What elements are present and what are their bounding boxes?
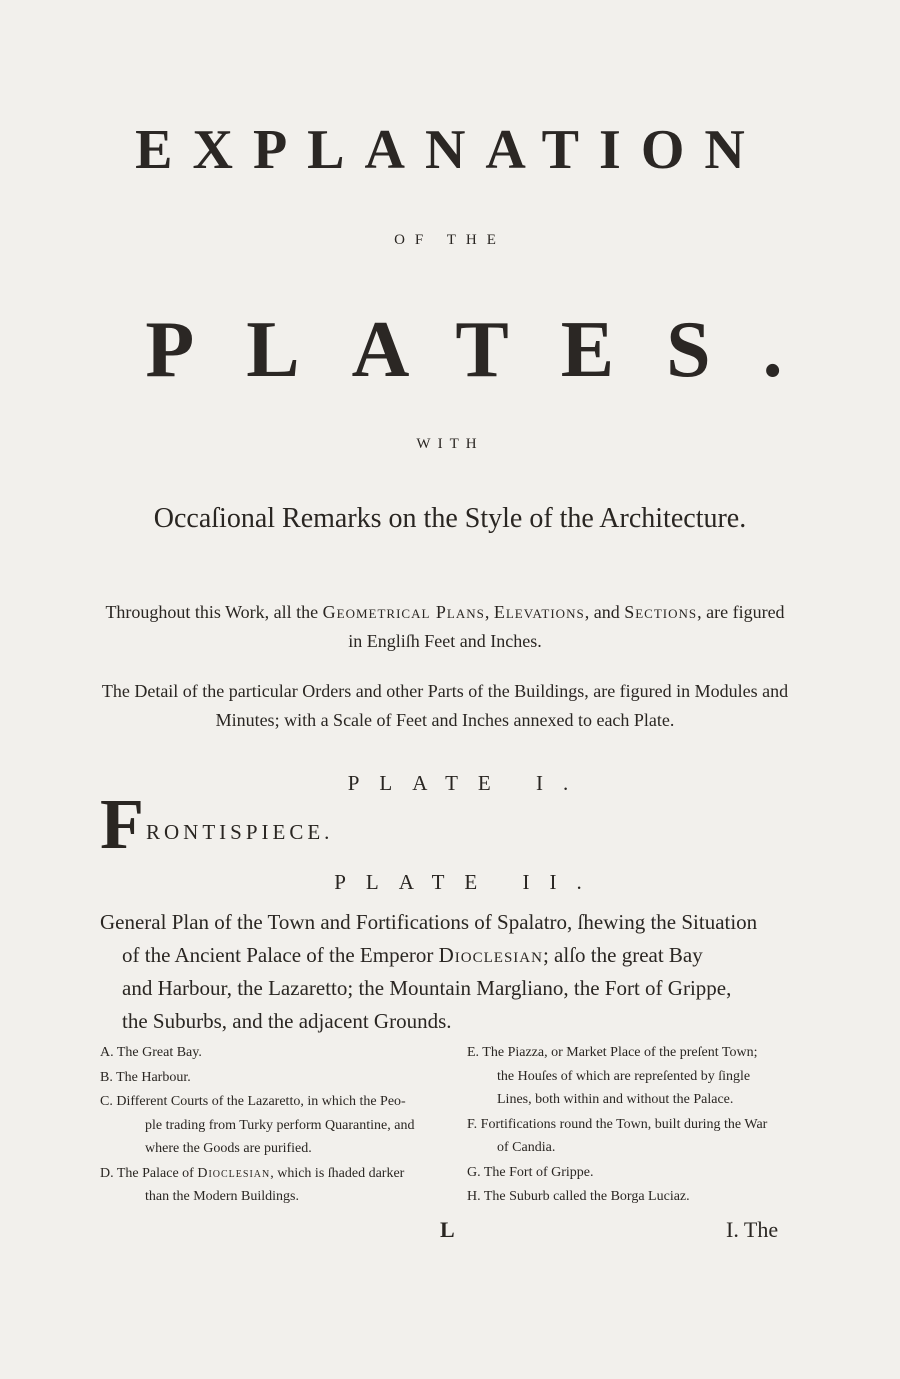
small-caps-run: Elevations [493,602,585,622]
legend-text: H. The Suburb called the Borga Luciaz. [467,1189,690,1204]
legend-text: Lines, both within and without the Palace. [497,1092,734,1107]
text-run: , are figured in Engliſh Feet and Inches. [348,602,785,651]
intro-paragraph-2: The Detail of the particular Orders and other Parts of the Buildings, are figured in Modules and Minutes; with a Scale of Feet and Inches annexed to each Plate. [101,681,789,730]
legend-text: ple trading from Turky perform Quarantine, and [145,1117,415,1133]
legend-item-d [100,1162,445,1209]
legend-text: B. The Harbour. [100,1069,191,1085]
title-explanation: EXPLANATION [135,119,765,181]
legend-item-b [100,1066,445,1090]
legend-text: F. Fortifications round the Town, built during the War [467,1116,768,1132]
desc-line [100,939,792,972]
catchword: I. The [726,1217,779,1242]
legend-text [100,1162,445,1186]
legend-item-h [467,1185,800,1209]
drop-cap: F [100,784,144,864]
legend-text: where the Goods are purified. [145,1141,312,1156]
text-run: , [484,602,494,622]
legend-text: G. The Fort of Grippe. [467,1164,594,1180]
plate-1-heading: PLATE I. [347,771,589,795]
text-run: , and [584,602,625,622]
text-run: , which is ſhaded darker [270,1165,405,1181]
small-caps-run: Dioclesian [438,943,543,967]
legend-text: E. The Piazza, or Market Place of the preſent Town; [467,1045,758,1060]
intro-paragraph-1 [100,598,790,656]
legend-item-g [467,1161,800,1185]
title-of-the: OF THE [394,232,506,248]
frontispiece-title [100,784,334,864]
desc-line: the Suburbs, and the adjacent Grounds. [122,1009,452,1033]
small-caps-run: Dioclesian [197,1165,271,1181]
legend-item-e [467,1041,800,1112]
signature-mark: L [440,1217,455,1242]
legend-item-c [100,1090,445,1161]
legend-text: of Candia. [497,1140,556,1155]
desc-line: General Plan of the Town and Fortifications of Spalatro, ſhewing the Situation [100,910,758,934]
small-caps-run: Sections [624,602,698,622]
text-run: D. The Palace of [100,1165,198,1181]
desc-line: and Harbour, the Lazaretto; the Mountain Margliano, the Fort of Grippe, [122,976,732,1000]
legend-item-f [467,1113,800,1160]
legend-item-a [100,1041,445,1065]
plate-2-description [100,906,792,1038]
plate-2-heading: PLATE II. [334,870,602,894]
text-run: Throughout this Work, all the [105,602,323,622]
legend-right-column [467,1041,800,1210]
title-with: WITH [416,436,484,452]
legend-text: than the Modern Buildings. [145,1189,299,1204]
small-caps-run: Geometrical Plans [322,602,485,622]
legend-text: A. The Great Bay. [100,1045,202,1060]
legend-left-column [100,1041,445,1210]
legend-text: the Houſes of which are repreſented by ſingle [497,1068,751,1084]
subtitle: Occaſional Remarks on the Style of the Architecture. [153,503,747,534]
text-run: of the Ancient Palace of the Emperor [122,943,439,967]
frontispiece-text: RONTISPIECE. [145,820,334,844]
legend-text: C. Different Courts of the Lazaretto, in which the Peo- [100,1094,406,1109]
text-run: ; alſo the great Bay [542,943,703,967]
title-plates: PLATES. [145,306,835,394]
